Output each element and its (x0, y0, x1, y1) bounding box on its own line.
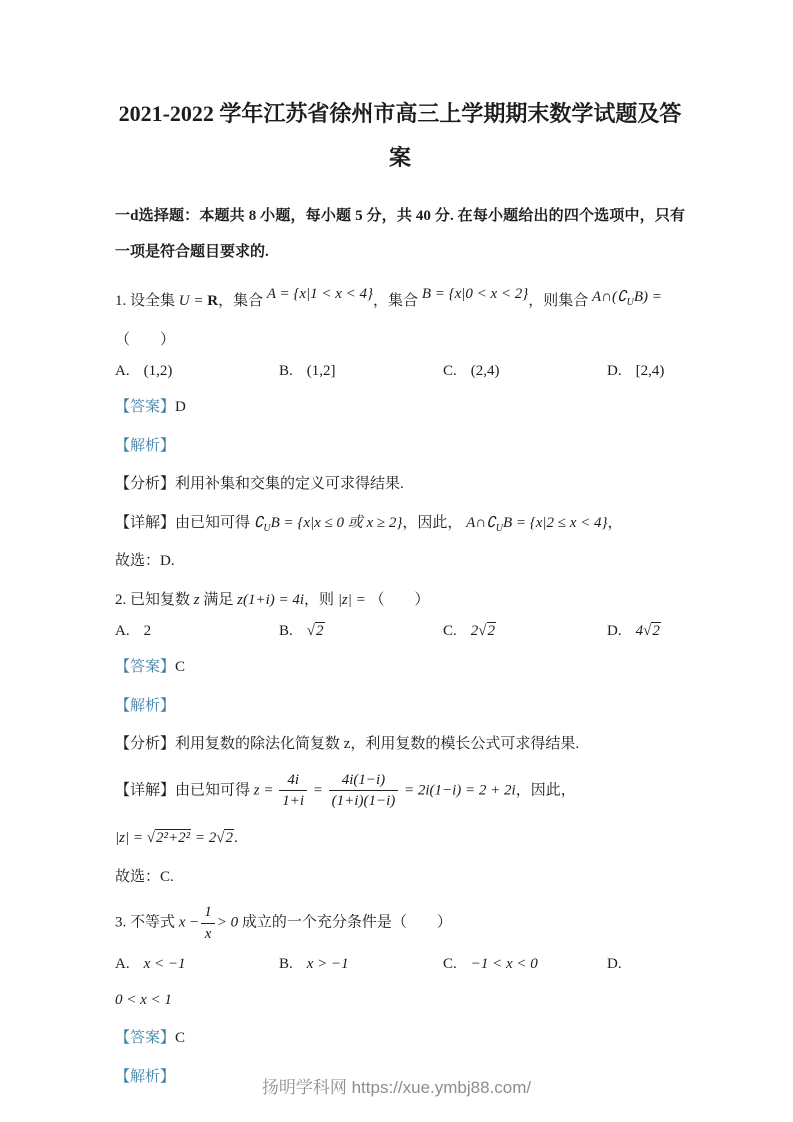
jiexi-label: 【解析】 (115, 437, 176, 454)
option-value: (1,2) (143, 363, 173, 379)
option-letter: D. (607, 955, 622, 972)
option-c (443, 623, 607, 640)
question-3-text: 不等式 (130, 914, 176, 931)
answer-row (115, 1023, 685, 1055)
answer-value: D (175, 399, 186, 415)
option-value: −1 < x < 0 (470, 955, 538, 972)
xiangjie-label: 【详解】 (115, 514, 176, 531)
answer-label: 【答案】 (115, 399, 176, 415)
equals-sign: = (312, 782, 323, 799)
option-letter: B. (279, 623, 293, 639)
option-d (607, 956, 636, 973)
option-b (279, 956, 443, 973)
option-value-sqrt: 4√2 (635, 623, 660, 639)
option-letter: C. (443, 955, 457, 972)
option-d (607, 363, 664, 380)
option-value-sqrt: 2√2 (470, 623, 495, 639)
xiangjie-text: 由已知可得 (175, 782, 251, 799)
jiexi-label: 【解析】 (115, 697, 176, 714)
page-title: 2021-2022 学年江苏省徐州市高三上学期期末数学试题及答案 (118, 101, 682, 170)
option-value: x > −1 (306, 955, 349, 972)
option-c (443, 956, 607, 973)
option-a (115, 363, 279, 380)
formula-z-equation: z(1+i) = 4i (237, 591, 305, 608)
question-1-number: 1. (115, 293, 127, 309)
question-1-text: ，则集合 (528, 293, 589, 309)
period: . (233, 830, 238, 846)
jiexi-row (115, 431, 685, 463)
question-1-paren: （ ） (115, 331, 176, 348)
option-b (279, 623, 443, 640)
choose-row: 故选：C. (115, 868, 174, 885)
fraction-1: $\frac{4i}{1+i}$ (277, 771, 309, 812)
modulus-line (115, 823, 685, 855)
sqrt-expression: √2²+2² (146, 830, 191, 846)
option-letter: B. (279, 363, 293, 379)
option-d (607, 623, 661, 640)
fraction-2: $\frac{4i(1-i)}{(1+i)(1-i)}$ (327, 771, 401, 812)
answer-row (115, 652, 685, 684)
footer-watermark: 扬明学科网 https://xue.ymbj88.com/ (261, 1078, 532, 1097)
answer-label: 【答案】 (115, 659, 176, 675)
question-1-stem (115, 280, 685, 318)
option-value: (2,4) (470, 363, 500, 379)
option-letter: C. (443, 363, 457, 379)
answer-value: C (175, 659, 186, 675)
option-value: [2,4) (635, 363, 665, 379)
fenxi-row (115, 729, 685, 761)
formula-z-eq: z = (253, 782, 274, 799)
question-1-text: ，集合 (373, 293, 419, 309)
xiangjie-row (115, 771, 685, 812)
question-1 (115, 280, 685, 578)
jiexi-label: 【解析】 (115, 1068, 176, 1085)
xiangjie-text: 由已知可得 (175, 514, 251, 531)
answer-label: 【答案】 (115, 1030, 176, 1046)
question-2-stem (115, 585, 685, 617)
question-2-number: 2. (115, 591, 127, 608)
jiexi-row (115, 691, 685, 723)
xiangjie-label: 【详解】 (115, 782, 176, 799)
question-1-text: 设全集 (130, 293, 176, 309)
question-2-paren: （ ） (369, 591, 430, 608)
option-c (443, 363, 607, 380)
formula-abs-z-eq: |z| = (115, 830, 143, 846)
option-b (279, 363, 443, 380)
formula-set-b: B = {x|0 < x < 2} (421, 286, 529, 302)
question-2-text: 满足 (203, 591, 234, 608)
formula-complement-b: $∁_UB = \{x|x \le 0$ 或 x ≥ 2} (253, 514, 403, 534)
option-a (115, 623, 279, 640)
question-3-options (115, 956, 685, 973)
option-letter: A. (115, 623, 130, 639)
formula-simplified: = 2i(1−i) = 2 + 2i (403, 782, 516, 799)
option-letter: A. (115, 955, 130, 972)
xiangjie-text: ，因此， (515, 782, 576, 799)
equals-two: = 2 (194, 830, 217, 846)
formula-z: z (193, 591, 200, 608)
option-letter: D. (607, 363, 622, 379)
formula-universal-set: U = R (178, 293, 219, 309)
option-letter: C. (443, 623, 457, 639)
xiangjie-text: ，因此， (402, 514, 463, 531)
fenxi-text: 利用补集和交集的定义可求得结果. (175, 476, 404, 492)
choose-row: 故选：D. (115, 553, 175, 569)
formula-intersection: $A\cap(∁_UB)$ = (592, 289, 662, 308)
option-value: (1,2] (306, 363, 336, 379)
question-2 (115, 585, 685, 894)
fenxi-label: 【分析】 (115, 476, 176, 492)
answer-value: C (175, 1030, 186, 1046)
question-3-number: 3. (115, 914, 127, 931)
option-value: 2 (143, 623, 152, 639)
sqrt-two: √2 (216, 830, 233, 846)
option-value: x < −1 (143, 955, 186, 972)
formula-x-minus: x − (178, 914, 200, 931)
fenxi-label: 【分析】 (115, 736, 176, 752)
formula-abs-z: |z| = (337, 591, 366, 608)
answer-row (115, 392, 685, 424)
question-3-stem (115, 903, 685, 944)
option-letter: B. (279, 955, 293, 972)
question-2-options (115, 623, 685, 640)
xiangjie-text: ， (607, 514, 623, 531)
question-1-text: ，集合 (218, 293, 264, 309)
fenxi-text: 利用复数的除法化简复数 z，利用复数的模长公式可求得结果. (175, 736, 580, 752)
option-d-overflow: 0 < x < 1 (115, 991, 172, 1008)
section-intro: 一d选择题：本题共 8 小题，每小题 5 分，共 40 分. 在每小题给出的四个选项中，只有一项是符合题目要求的. (115, 208, 685, 260)
fraction-1-over-x: $\frac{1}{x}$ (199, 903, 217, 944)
question-1-options (115, 363, 685, 380)
question-3-text: 成立的一个充分条件是（ ） (241, 914, 452, 931)
formula-intersection-result: $A\cap∁_UB = \{x|2 \le x < 4\}$ (466, 514, 608, 534)
option-letter: D. (607, 623, 622, 639)
question-2-text: 已知复数 (130, 591, 191, 608)
option-value-sqrt: √2 (306, 623, 324, 639)
option-a (115, 956, 279, 973)
fenxi-row (115, 469, 685, 501)
formula-set-a: A = {x|1 < x < 4} (266, 286, 374, 302)
option-letter: A. (115, 363, 130, 379)
question-2-text: ，则 (304, 591, 335, 608)
formula-gt-zero: > 0 (216, 914, 239, 931)
xiangjie-row (115, 508, 685, 540)
question-3 (115, 903, 685, 1093)
